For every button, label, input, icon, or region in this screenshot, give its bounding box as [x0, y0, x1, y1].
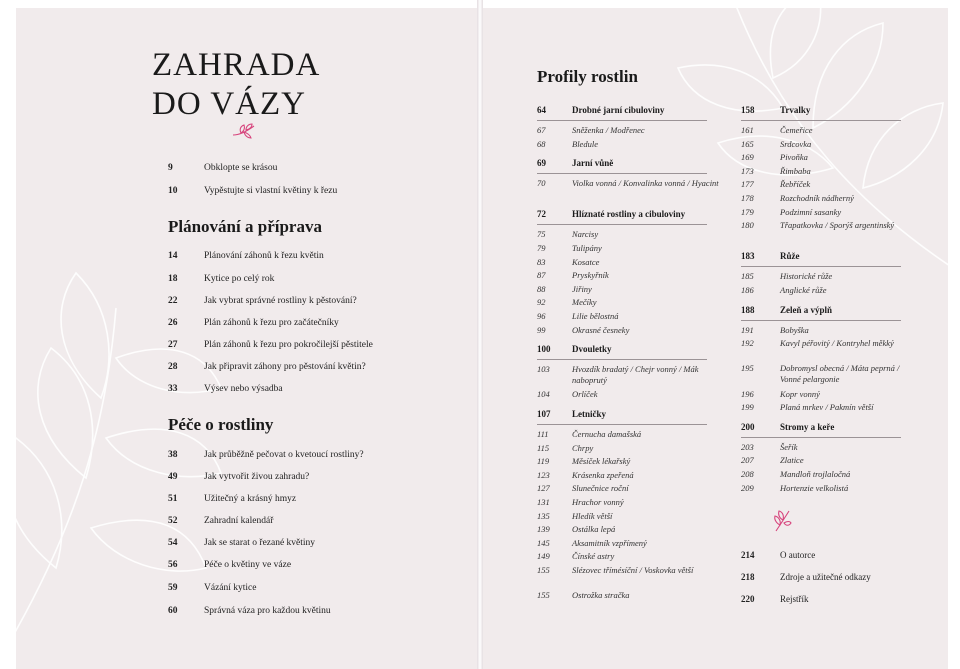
entry-title: Výsev nebo výsadba [204, 384, 283, 394]
left-page [16, 8, 477, 669]
plant-name: Hrachor vonný [572, 497, 624, 507]
plant-name: Kavyl péřovitý / Kontryhel měkký [780, 338, 894, 349]
page-number: 208 [741, 469, 754, 479]
plant-name: Dobromysl obecná / Máta peprná / Vonné pelargonie [780, 363, 900, 385]
group-divider [537, 173, 707, 174]
plant-name: Řimbaba [780, 165, 811, 176]
page-number: 203 [741, 441, 754, 452]
plant-name: Ostálka lepá [572, 524, 616, 535]
entry-title: Jak vybrat správné rostliny k pěstování? [204, 296, 357, 306]
page-number: 145 [537, 537, 550, 548]
plant-name: Tulipány [572, 243, 602, 253]
page-number: 26 [168, 318, 178, 328]
plant-name: Planá mrkev / Pakmín větší [780, 402, 874, 413]
title-line-1: ZAHRADA [152, 47, 321, 83]
page-number: 200 [741, 421, 755, 432]
plant-name: Jiřiny [572, 283, 592, 294]
plant-name: Hvozdík bradatý / Chejr vonný / Mák naboprutý [572, 364, 699, 386]
entry-title: Užitečný a krásný hmyz [204, 494, 297, 504]
page-number: 52 [168, 516, 178, 526]
page-number: 14 [168, 251, 178, 261]
plant-name: Sněženka / Modřenec [572, 125, 645, 135]
page-number: 70 [537, 178, 546, 189]
entry-title: Kytice po celý rok [204, 274, 275, 284]
group-divider [741, 320, 901, 321]
floral-ornament-icon [772, 509, 792, 533]
plant-name: Hortenzie velkolistá [780, 482, 849, 493]
entry-title: Rejstřík [780, 594, 809, 604]
group-divider [741, 437, 901, 438]
entry-title: O autorce [780, 550, 816, 560]
page-number: 10 [168, 186, 178, 196]
group-divider [537, 424, 707, 425]
page-number: 51 [168, 494, 178, 504]
entry-title: Jak se starat o řezané květiny [204, 538, 316, 548]
group-title: Letničky [572, 409, 607, 419]
entry-title: Jak průběžně pečovat o kvetoucí rostliny? [204, 450, 364, 460]
page-number: 218 [741, 572, 755, 582]
entry-title: Vázání kytice [204, 583, 257, 593]
plant-name: Čemeřice [780, 125, 813, 135]
page-number: 207 [741, 455, 754, 466]
page-number: 92 [537, 297, 546, 308]
group-title: Růže [780, 251, 800, 262]
plant-name: Chrpy [572, 442, 594, 453]
entry-title: Jak vytvořit živou zahradu? [204, 472, 310, 482]
group-title: Zeleň a výplň [780, 304, 833, 315]
page-number: 139 [537, 524, 550, 535]
group-title: Stromy a keře [780, 421, 835, 432]
page-number: 199 [741, 402, 754, 413]
page-number: 59 [168, 583, 178, 593]
entry-title: Plánování záhonů k řezu květin [204, 251, 324, 261]
page-number: 186 [741, 285, 754, 295]
entry-title: Správná váza pro každou květinu [204, 606, 331, 616]
page-number: 173 [741, 165, 754, 176]
page-number: 87 [537, 270, 546, 281]
floral-ornament-icon [232, 122, 256, 140]
page-number: 69 [537, 158, 546, 169]
page-number: 155 [537, 590, 550, 601]
plant-name: Mandloň trojlaločná [780, 469, 851, 479]
page-number: 68 [537, 138, 546, 149]
plant-name: Podzimní sasanky [780, 206, 842, 217]
plant-name: Slézovec třímésíční / Voskovka větší [572, 565, 694, 575]
page-number: 177 [741, 179, 754, 190]
group-title: Jarní vůně [572, 158, 614, 169]
book-title [152, 46, 320, 124]
plant-name: Aksamitník vzpřímený [572, 537, 647, 548]
page-number: 49 [168, 472, 178, 482]
page-number: 60 [168, 606, 178, 616]
plant-name: Anglické růže [780, 285, 827, 295]
plant-name: Lilie bělostná [572, 311, 619, 321]
title-line-2: DO VÁZY [152, 86, 306, 122]
plant-name: Slunečnice roční [572, 483, 629, 494]
group-divider [537, 359, 707, 360]
group-title: Dvouletky [572, 344, 612, 355]
page-number: 75 [537, 229, 546, 240]
plant-name: Rozchodník nádherný [780, 193, 854, 203]
page-number: 123 [537, 469, 550, 480]
entry-title: Plán záhonů k řezu pro začátečníky [204, 318, 339, 328]
page-number: 79 [537, 243, 546, 253]
page-number: 135 [537, 510, 550, 521]
page-number: 9 [168, 163, 173, 173]
page-number: 104 [537, 389, 550, 400]
plant-name: Bledule [572, 138, 598, 149]
page-number: 27 [168, 340, 178, 350]
page-number: 33 [168, 384, 178, 394]
page-number: 115 [537, 442, 550, 453]
page-number: 54 [168, 538, 178, 548]
page-number: 214 [741, 550, 755, 560]
entry-title: Plán záhonů k řezu pro pokročilejší pěstitele [204, 340, 373, 350]
plant-name: Krásenka zpeřená [572, 469, 634, 480]
page-number: 195 [741, 363, 754, 374]
page-number: 103 [537, 364, 550, 375]
page-number: 196 [741, 388, 754, 399]
group-title: Hlíznaté rostliny a cibuloviny [572, 209, 686, 220]
page-number: 155 [537, 565, 550, 575]
plant-name: Řebříček [780, 179, 811, 190]
page-number: 192 [741, 338, 754, 349]
page-number: 131 [537, 497, 550, 507]
page-number: 22 [168, 296, 178, 306]
plant-name: Pryskyřník [572, 270, 609, 281]
page-number: 83 [537, 256, 546, 267]
plant-name: Měsíček lékařský [572, 456, 631, 467]
plant-name: Orlíček [572, 389, 598, 400]
entry-title: Zahradní kalendář [204, 516, 274, 526]
page-number: 161 [741, 125, 754, 135]
entry-title: Zdroje a užitečné odkazy [780, 572, 871, 582]
group-divider [537, 224, 707, 225]
plant-name: Kosatce [572, 256, 600, 267]
plant-name: Hledík větší [572, 510, 613, 521]
group-divider [741, 266, 901, 267]
page-number: 107 [537, 409, 551, 419]
plant-name: Mečíky [572, 297, 597, 308]
page-number: 178 [741, 193, 754, 203]
right-page [483, 8, 948, 669]
page-number: 149 [537, 551, 550, 562]
plant-name: Ostrožka stračka [572, 590, 630, 601]
page-number: 18 [168, 274, 178, 284]
plant-name: Šeřík [780, 441, 798, 452]
plant-name: Bobyška [780, 324, 809, 335]
page-number: 158 [741, 105, 755, 115]
group-divider [537, 120, 707, 121]
group-title: Drobné jarní cibuloviny [572, 105, 665, 115]
page-number: 28 [168, 362, 178, 372]
page-number: 67 [537, 125, 546, 135]
page-number: 220 [741, 594, 755, 604]
plant-name: Historické růže [780, 271, 833, 282]
page-number: 183 [741, 251, 755, 262]
page-number: 111 [537, 429, 549, 439]
group-title: Trvalky [780, 105, 811, 115]
plant-name: Čínské astry [572, 551, 615, 562]
group-divider [741, 120, 901, 121]
page-number: 38 [168, 450, 178, 460]
entry-title: Jak připravit záhony pro pěstování květin? [204, 362, 366, 372]
page-number: 127 [537, 483, 550, 494]
page-number: 185 [741, 271, 754, 282]
page-number: 119 [537, 456, 550, 467]
page-number: 96 [537, 311, 546, 321]
section-heading-plant-care: Péče o rostliny [168, 415, 274, 434]
plant-name: Okrasné česneky [572, 324, 630, 335]
entry-title: Péče o květiny ve váze [204, 560, 292, 570]
section-heading-planning: Plánování a příprava [168, 217, 322, 236]
plant-name: Narcisy [572, 229, 599, 240]
plant-profiles-heading: Profily rostlin [537, 67, 638, 86]
plant-name: Kopr vonný [780, 388, 820, 399]
page-number: 179 [741, 206, 754, 217]
page-number: 209 [741, 482, 754, 493]
page-number: 72 [537, 209, 546, 220]
page-number: 88 [537, 283, 546, 294]
page-number: 64 [537, 105, 546, 115]
plant-name: Zlatice [780, 455, 804, 466]
page-number: 100 [537, 344, 551, 355]
page-number: 180 [741, 220, 754, 231]
entry-title: Obklopte se krásou [204, 163, 278, 173]
page-number: 169 [741, 152, 754, 163]
plant-name: Violka vonná / Konvalinka vonná / Hyacint [572, 178, 719, 189]
page-number: 56 [168, 560, 178, 570]
entry-title: Vypěstujte si vlastní květiny k řezu [204, 186, 338, 196]
plant-name: Třapatkovka / Sporýš argentinský [780, 220, 895, 231]
page-number: 191 [741, 324, 754, 335]
plant-name: Pivoňka [780, 152, 808, 163]
page-number: 99 [537, 324, 546, 335]
page-number: 165 [741, 138, 754, 149]
plant-name: Černucha damašská [572, 429, 642, 439]
page-number: 188 [741, 304, 755, 315]
plant-name: Srdcovka [780, 138, 812, 149]
